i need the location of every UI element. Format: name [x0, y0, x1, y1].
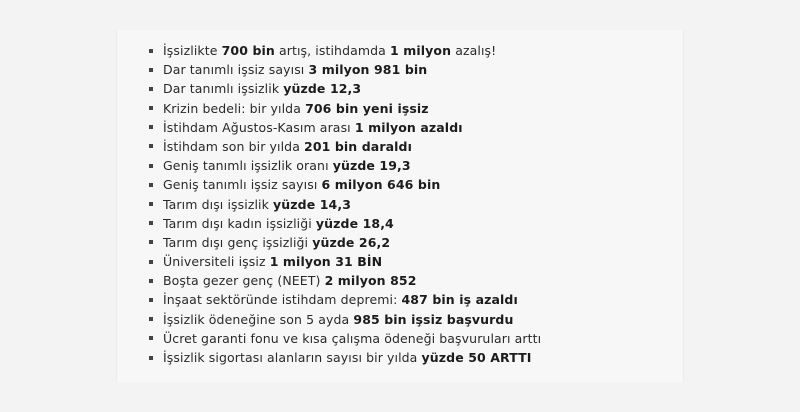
highlight-text: 1 milyon azaldı	[354, 119, 463, 135]
bullet-icon	[149, 49, 153, 53]
list-item	[147, 41, 541, 60]
body-text: İstihdam Ağustos-Kasım arası	[163, 119, 355, 135]
list-item-text	[163, 254, 382, 269]
list-item	[147, 195, 541, 214]
bullet-icon	[149, 164, 153, 168]
list-item	[147, 233, 541, 252]
list-item-text	[163, 101, 429, 116]
body-text: azalış!	[451, 43, 497, 58]
list-item-text	[163, 235, 390, 250]
bullet-icon	[149, 202, 153, 206]
body-text: İşsizlik ödeneğine son 5 ayda	[163, 311, 354, 327]
highlight-text: 2 milyon 852	[324, 273, 417, 289]
bullet-icon	[149, 336, 153, 340]
list-item-text	[163, 158, 411, 173]
highlight-text: yüzde 14,3	[273, 196, 351, 212]
list-item	[147, 348, 541, 367]
highlight-text: 1 milyon 31 BİN	[269, 254, 383, 270]
body-text: Üniversiteli işsiz	[163, 254, 270, 270]
list-item	[147, 156, 541, 175]
list-item	[147, 99, 541, 118]
list-item-text	[163, 43, 496, 58]
list-item-text	[163, 216, 394, 231]
body-text: Tarım dışı kadın işsizliği	[163, 215, 316, 231]
content-panel	[116, 30, 684, 382]
list-item-text	[163, 312, 513, 327]
bullet-icon	[149, 68, 153, 72]
highlight-text: yüzde 19,3	[332, 158, 411, 174]
bullet-icon	[149, 125, 153, 129]
list-item-text	[163, 273, 417, 288]
highlight-text: 201 bin daraldı	[304, 138, 412, 154]
list-item	[147, 271, 541, 290]
body-text: Boşta gezer genç (NEET)	[163, 273, 325, 289]
body-text: Tarım dışı işsizlik	[163, 196, 274, 212]
body-text: İşsizlik sigortası alanların sayısı bir yılda	[163, 350, 422, 365]
body-text: İnşaat sektöründe istihdam depremi:	[163, 292, 402, 308]
list-item	[147, 290, 541, 309]
list-item-text	[163, 139, 412, 154]
list-item	[147, 175, 541, 194]
highlight-text: 487 bin iş azaldı	[401, 292, 518, 308]
body-text: Geniş tanımlı işsizlik oranı	[163, 158, 333, 174]
highlight-text: 985 bin işsiz başvurdu	[353, 311, 514, 327]
list-item-text	[163, 120, 463, 135]
list-item	[147, 137, 541, 156]
bullet-icon	[149, 183, 153, 187]
highlight-text: 1 milyon	[390, 43, 452, 58]
bullet-icon	[149, 240, 153, 244]
list-item	[147, 310, 541, 329]
bullet-icon	[149, 106, 153, 110]
body-text: Dar tanımlı işsizlik	[163, 81, 284, 97]
body-text: Dar tanımlı işsiz sayısı	[163, 62, 309, 78]
list-item-text	[163, 177, 440, 192]
list-item-text	[163, 331, 541, 346]
highlight-text: 700 bin	[221, 43, 275, 58]
list-item-text	[163, 350, 532, 365]
list-item	[147, 329, 541, 348]
list-item	[147, 79, 541, 98]
body-text: artış, istihdamda	[274, 43, 391, 58]
list-item	[147, 252, 541, 271]
highlight-text: yüzde 26,2	[312, 234, 391, 250]
bullet-icon	[149, 144, 153, 148]
list-item-text	[163, 292, 518, 307]
list-item-text	[163, 197, 351, 212]
bullet-icon	[149, 317, 153, 321]
highlight-text: yüzde 18,4	[315, 215, 394, 231]
list-item-text	[163, 81, 361, 96]
highlight-text: yüzde 12,3	[283, 81, 362, 97]
body-text: Geniş tanımlı işsiz sayısı	[163, 177, 322, 193]
highlight-text: yüzde 50 ARTTI	[421, 350, 532, 365]
body-text: İstihdam son bir yılda	[163, 138, 305, 154]
bullet-icon	[149, 279, 153, 283]
highlight-text: 3 milyon 981 bin	[308, 62, 428, 78]
body-text: Tarım dışı genç işsizliği	[163, 234, 313, 250]
list-item-text	[163, 62, 427, 77]
highlight-text: 6 milyon 646 bin	[321, 177, 441, 193]
bullet-icon	[149, 260, 153, 264]
bullet-icon	[149, 87, 153, 91]
highlight-text: 706 bin yeni işsiz	[305, 100, 429, 116]
body-text: Ücret garanti fonu ve kısa çalışma ödeneği başvuruları arttı	[163, 330, 542, 346]
list-item	[147, 60, 541, 79]
bullet-list	[147, 41, 541, 367]
body-text: Krizin bedeli: bir yılda	[163, 100, 306, 116]
body-text: İşsizlikte	[163, 43, 222, 58]
bullet-icon	[149, 298, 153, 302]
list-item	[147, 214, 541, 233]
bullet-icon	[149, 221, 153, 225]
bullet-icon	[149, 356, 153, 360]
list-item	[147, 118, 541, 137]
